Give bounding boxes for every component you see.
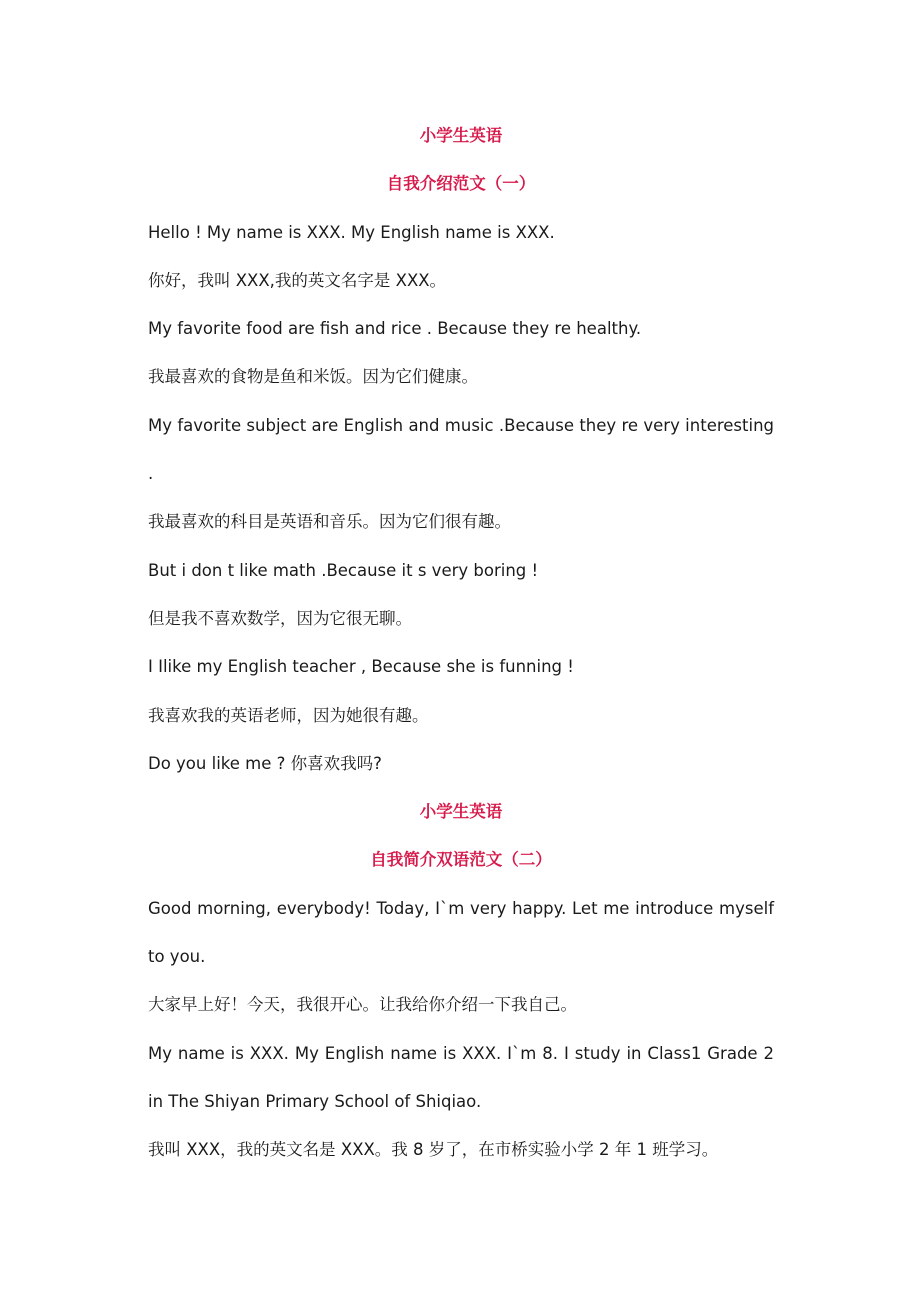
paragraph-line: Hello ! My name is XXX. My English name is XXX. <box>148 222 555 242</box>
section1-title: 小学生英语 <box>419 126 503 145</box>
paragraph-line: 大家早上好！今天，我很开心。让我给你介绍一下我自己。 <box>148 995 577 1015</box>
paragraph-line: I Ilike my English teacher , Because she is funning ! <box>148 657 574 677</box>
paragraph-line: 我叫 XXX，我的英文名是 XXX。我 8 岁了，在市桥实验小学 2 年 1 班学习。 <box>148 1140 719 1160</box>
document-page <box>148 112 774 1175</box>
paragraph-line: 我最喜欢的科目是英语和音乐。因为它们很有趣。 <box>148 512 511 532</box>
paragraph-line: 你好，我叫 XXX,我的英文名字是 XXX。 <box>148 270 447 290</box>
paragraph-line: My name is XXX. My English name is XXX. I`m 8. I study in Class1 Grade 2 <box>148 1043 774 1063</box>
paragraph-line: to you. <box>148 947 206 967</box>
paragraph-line: Good morning, everybody! Today, I`m very happy. Let me introduce myself <box>148 898 774 918</box>
paragraph-line: 但是我不喜欢数学，因为它很无聊。 <box>148 608 412 628</box>
paragraph-line: Do you like me ? 你喜欢我吗? <box>148 753 382 773</box>
paragraph-line: 我最喜欢的食物是鱼和米饭。因为它们健康。 <box>148 367 478 387</box>
section1-subtitle: 自我介绍范文（一） <box>386 174 536 194</box>
section2-title: 小学生英语 <box>419 802 503 822</box>
paragraph-line: My favorite subject are English and music .Because they re very interesting <box>148 415 774 435</box>
paragraph-line: in The Shiyan Primary School of Shiqiao. <box>148 1091 482 1111</box>
paragraph-line: But i don t like math .Because it s very boring ! <box>148 560 539 580</box>
paragraph-line: . <box>148 464 154 484</box>
section2-subtitle: 自我简介双语范文（二） <box>370 850 552 870</box>
paragraph-line: 我喜欢我的英语老师，因为她很有趣。 <box>148 705 429 725</box>
paragraph-line: My favorite food are fish and rice . Because they re healthy. <box>148 319 642 339</box>
